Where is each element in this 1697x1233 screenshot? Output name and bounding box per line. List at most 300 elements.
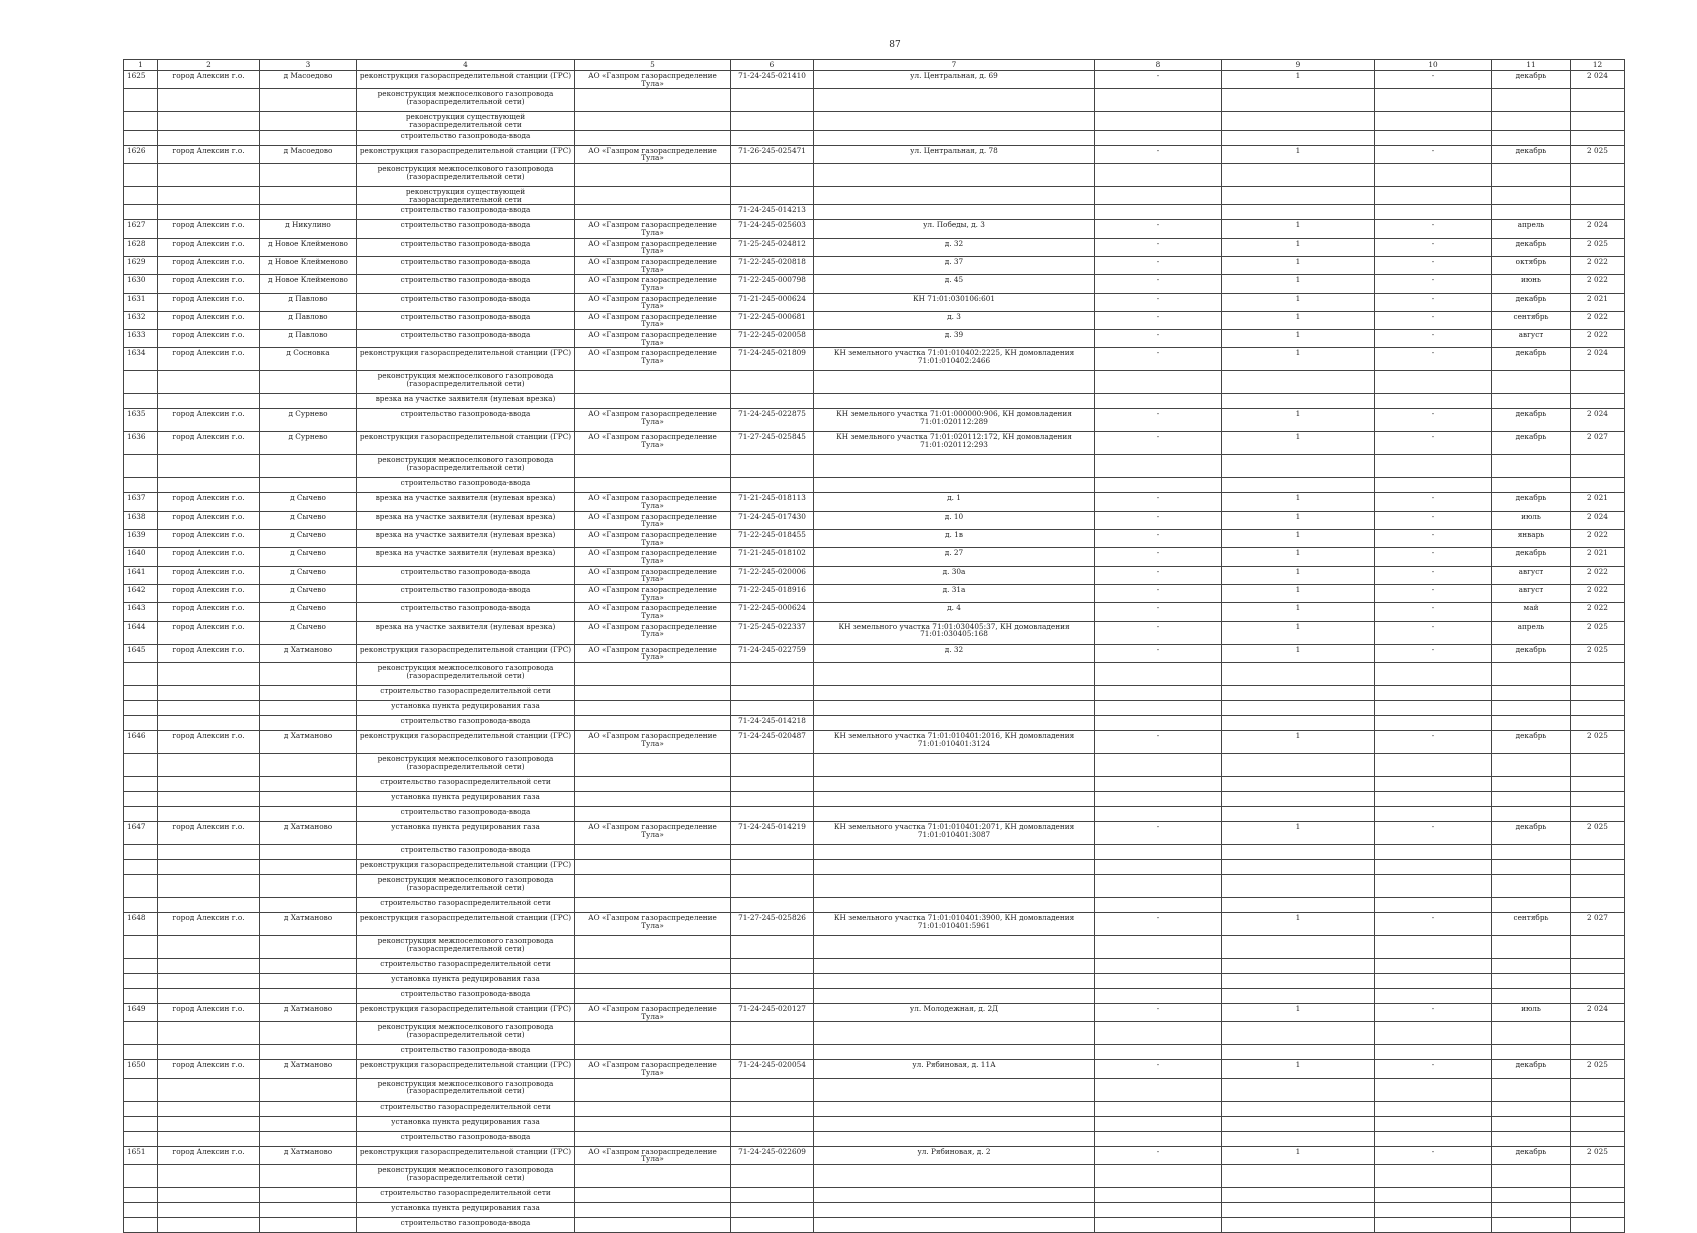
table-cell bbox=[124, 897, 158, 912]
table-cell bbox=[1222, 897, 1375, 912]
table-cell: реконструкция газораспределительной станции (ГРС) bbox=[357, 145, 575, 163]
table-cell bbox=[1222, 776, 1375, 791]
table-row bbox=[124, 371, 1625, 394]
table-cell bbox=[158, 1217, 260, 1232]
table-cell bbox=[260, 715, 357, 730]
table-row bbox=[124, 700, 1625, 715]
table-cell bbox=[575, 1022, 731, 1045]
table-cell bbox=[1492, 1022, 1571, 1045]
table-row bbox=[124, 753, 1625, 776]
table-cell: ул. Молодежная, д. 2Д bbox=[814, 1003, 1095, 1021]
table-cell bbox=[1492, 1045, 1571, 1060]
table-cell bbox=[1571, 1164, 1625, 1187]
table-cell bbox=[1375, 1164, 1492, 1187]
table-cell: реконструкция межпоселкового газопровода (газораспределительной сети) bbox=[357, 163, 575, 186]
table-cell bbox=[814, 1202, 1095, 1217]
table-cell bbox=[1222, 753, 1375, 776]
table-cell: 1 bbox=[1222, 275, 1375, 293]
table-cell bbox=[731, 455, 814, 478]
table-cell: декабрь bbox=[1492, 644, 1571, 662]
table-cell: 1 bbox=[1222, 912, 1375, 935]
table-row bbox=[124, 662, 1625, 685]
table-cell bbox=[731, 89, 814, 112]
table-cell bbox=[1492, 1202, 1571, 1217]
table-cell: КН земельного участка 71:01:010402:2225, КН домовладения 71:01:010402:2466 bbox=[814, 348, 1095, 371]
table-cell: 71-24-245-025603 bbox=[731, 220, 814, 238]
table-cell bbox=[1095, 205, 1222, 220]
table-cell: - bbox=[1095, 821, 1222, 844]
table-cell bbox=[1571, 371, 1625, 394]
table-cell bbox=[158, 935, 260, 958]
table-cell: врезка на участке заявителя (нулевая врезка) bbox=[357, 621, 575, 644]
table-cell bbox=[124, 715, 158, 730]
table-cell: 2 025 bbox=[1571, 621, 1625, 644]
table-cell: 2 021 bbox=[1571, 548, 1625, 566]
table-cell bbox=[124, 112, 158, 130]
table-cell: - bbox=[1375, 1146, 1492, 1164]
table-cell: 2 027 bbox=[1571, 912, 1625, 935]
table-cell: 1 bbox=[1222, 1003, 1375, 1021]
table-cell: - bbox=[1375, 821, 1492, 844]
table-cell: 1 bbox=[1222, 1146, 1375, 1164]
table-row bbox=[124, 821, 1625, 844]
table-cell: - bbox=[1095, 238, 1222, 256]
table-cell: город Алексин г.о. bbox=[158, 238, 260, 256]
table-cell bbox=[1222, 1045, 1375, 1060]
table-cell bbox=[575, 1202, 731, 1217]
table-cell: - bbox=[1375, 511, 1492, 529]
table-cell: АО «Газпром газораспределение Тула» bbox=[575, 238, 731, 256]
table-cell: АО «Газпром газораспределение Тула» bbox=[575, 821, 731, 844]
table-cell: 1 bbox=[1222, 530, 1375, 548]
table-cell bbox=[260, 1202, 357, 1217]
table-cell: - bbox=[1375, 409, 1492, 432]
table-row bbox=[124, 89, 1625, 112]
table-cell bbox=[1222, 1116, 1375, 1131]
table-cell bbox=[731, 478, 814, 493]
table-cell bbox=[1492, 958, 1571, 973]
table-cell bbox=[1492, 844, 1571, 859]
table-cell bbox=[1222, 89, 1375, 112]
table-cell: 1650 bbox=[124, 1060, 158, 1078]
table-cell: 2 022 bbox=[1571, 311, 1625, 329]
table-cell bbox=[124, 1131, 158, 1146]
table-cell bbox=[1095, 1078, 1222, 1101]
table-cell bbox=[814, 1116, 1095, 1131]
table-cell bbox=[124, 478, 158, 493]
table-cell bbox=[1222, 859, 1375, 874]
table-cell: реконструкция газораспределительной станции (ГРС) bbox=[357, 71, 575, 89]
table-cell: 1644 bbox=[124, 621, 158, 644]
table-cell bbox=[1492, 186, 1571, 204]
table-cell bbox=[731, 806, 814, 821]
table-cell bbox=[1375, 700, 1492, 715]
table-row bbox=[124, 1164, 1625, 1187]
table-row bbox=[124, 1022, 1625, 1045]
table-cell bbox=[731, 753, 814, 776]
table-cell bbox=[1375, 897, 1492, 912]
table-cell bbox=[124, 371, 158, 394]
table-cell: строительство газопровода-ввода bbox=[357, 1217, 575, 1232]
table-cell bbox=[1492, 715, 1571, 730]
table-cell: 2 022 bbox=[1571, 330, 1625, 348]
table-cell: 1639 bbox=[124, 530, 158, 548]
table-cell bbox=[814, 89, 1095, 112]
table-cell bbox=[1375, 859, 1492, 874]
table-cell: д Новое Клейменово bbox=[260, 256, 357, 274]
table-cell: 71-24-245-014218 bbox=[731, 715, 814, 730]
table-cell bbox=[731, 112, 814, 130]
table-cell bbox=[1492, 791, 1571, 806]
table-cell bbox=[1222, 662, 1375, 685]
table-cell bbox=[1375, 806, 1492, 821]
table-cell: 2 024 bbox=[1571, 71, 1625, 89]
table-cell bbox=[1375, 186, 1492, 204]
table-cell: - bbox=[1095, 603, 1222, 621]
table-cell bbox=[124, 89, 158, 112]
table-cell bbox=[575, 1101, 731, 1116]
table-cell bbox=[1492, 394, 1571, 409]
table-cell bbox=[158, 1131, 260, 1146]
table-cell bbox=[260, 394, 357, 409]
table-cell: 71-24-245-014213 bbox=[731, 205, 814, 220]
table-cell bbox=[1571, 973, 1625, 988]
table-cell: д. 45 bbox=[814, 275, 1095, 293]
table-cell: врезка на участке заявителя (нулевая врезка) bbox=[357, 548, 575, 566]
table-cell bbox=[124, 859, 158, 874]
table-row bbox=[124, 256, 1625, 274]
table-cell bbox=[1492, 1078, 1571, 1101]
table-cell: город Алексин г.о. bbox=[158, 821, 260, 844]
table-cell bbox=[1492, 1101, 1571, 1116]
table-cell bbox=[1222, 478, 1375, 493]
table-cell bbox=[1095, 1202, 1222, 1217]
table-cell bbox=[1375, 455, 1492, 478]
table-cell bbox=[575, 1187, 731, 1202]
table-cell: 2 024 bbox=[1571, 511, 1625, 529]
table-cell bbox=[575, 988, 731, 1003]
table-row bbox=[124, 1217, 1625, 1232]
table-cell bbox=[575, 897, 731, 912]
table-cell: - bbox=[1375, 585, 1492, 603]
table-cell: реконструкция газораспределительной станции (ГРС) bbox=[357, 912, 575, 935]
table-cell: город Алексин г.о. bbox=[158, 1003, 260, 1021]
table-cell bbox=[260, 371, 357, 394]
table-cell bbox=[1492, 806, 1571, 821]
table-cell: - bbox=[1095, 409, 1222, 432]
table-cell bbox=[1375, 112, 1492, 130]
table-cell: д Сурнево bbox=[260, 409, 357, 432]
table-cell: строительство газопровода-ввода bbox=[357, 1045, 575, 1060]
table-cell: июль bbox=[1492, 1003, 1571, 1021]
table-cell: строительство газопровода-ввода bbox=[357, 311, 575, 329]
table-cell bbox=[1492, 130, 1571, 145]
table-cell bbox=[575, 1131, 731, 1146]
table-cell bbox=[158, 205, 260, 220]
table-cell bbox=[1492, 935, 1571, 958]
table-cell: 1 bbox=[1222, 220, 1375, 238]
table-row bbox=[124, 1116, 1625, 1131]
table-cell bbox=[260, 1217, 357, 1232]
table-row bbox=[124, 874, 1625, 897]
table-cell bbox=[1571, 776, 1625, 791]
table-cell bbox=[1095, 988, 1222, 1003]
table-cell: АО «Газпром газораспределение Тула» bbox=[575, 493, 731, 511]
table-cell: АО «Газпром газораспределение Тула» bbox=[575, 566, 731, 584]
table-cell bbox=[1095, 662, 1222, 685]
table-cell bbox=[1095, 1045, 1222, 1060]
table-row bbox=[124, 478, 1625, 493]
table-cell bbox=[124, 935, 158, 958]
table-cell bbox=[158, 163, 260, 186]
table-cell: строительство газораспределительной сети bbox=[357, 1101, 575, 1116]
table-cell bbox=[124, 662, 158, 685]
table-cell: строительство газопровода-ввода bbox=[357, 585, 575, 603]
table-row bbox=[124, 585, 1625, 603]
table-cell bbox=[1492, 874, 1571, 897]
table-cell: д. 39 bbox=[814, 330, 1095, 348]
table-cell bbox=[1222, 1131, 1375, 1146]
table-cell bbox=[1222, 1022, 1375, 1045]
table-cell bbox=[260, 685, 357, 700]
table-cell: строительство газопровода-ввода bbox=[357, 806, 575, 821]
table-cell bbox=[1222, 685, 1375, 700]
header-cell: 4 bbox=[357, 60, 575, 71]
table-cell bbox=[814, 844, 1095, 859]
table-cell: - bbox=[1375, 275, 1492, 293]
table-cell: АО «Газпром газораспределение Тула» bbox=[575, 912, 731, 935]
table-cell bbox=[1492, 1116, 1571, 1131]
table-cell: - bbox=[1095, 621, 1222, 644]
table-cell: город Алексин г.о. bbox=[158, 585, 260, 603]
table-cell bbox=[575, 478, 731, 493]
table-cell: 2 025 bbox=[1571, 145, 1625, 163]
table-cell bbox=[1492, 859, 1571, 874]
table-cell bbox=[124, 394, 158, 409]
table-cell bbox=[1095, 791, 1222, 806]
table-cell bbox=[814, 455, 1095, 478]
table-cell: город Алексин г.о. bbox=[158, 220, 260, 238]
table-cell bbox=[1492, 1187, 1571, 1202]
header-cell: 6 bbox=[731, 60, 814, 71]
table-cell bbox=[575, 1116, 731, 1131]
table-cell bbox=[1375, 776, 1492, 791]
table-cell bbox=[731, 700, 814, 715]
table-row bbox=[124, 859, 1625, 874]
table-cell: - bbox=[1095, 912, 1222, 935]
table-cell bbox=[1492, 163, 1571, 186]
table-cell bbox=[575, 371, 731, 394]
table-cell: 71-22-245-000798 bbox=[731, 275, 814, 293]
table-cell bbox=[814, 371, 1095, 394]
table-cell: строительство газопровода-ввода bbox=[357, 715, 575, 730]
table-cell bbox=[1571, 1202, 1625, 1217]
table-cell: реконструкция межпоселкового газопровода (газораспределительной сети) bbox=[357, 455, 575, 478]
table-cell bbox=[158, 1045, 260, 1060]
table-cell: строительство газопровода-ввода bbox=[357, 256, 575, 274]
table-row bbox=[124, 1202, 1625, 1217]
table-cell: 71-24-245-021410 bbox=[731, 71, 814, 89]
table-cell bbox=[1492, 753, 1571, 776]
table-cell bbox=[158, 715, 260, 730]
table-cell bbox=[1571, 1045, 1625, 1060]
table-cell bbox=[260, 1164, 357, 1187]
table-row bbox=[124, 1060, 1625, 1078]
table-cell bbox=[1492, 776, 1571, 791]
table-cell bbox=[1095, 394, 1222, 409]
table-cell bbox=[1222, 1101, 1375, 1116]
table-cell bbox=[814, 685, 1095, 700]
table-cell: д. 30а bbox=[814, 566, 1095, 584]
table-cell: 71-22-245-020058 bbox=[731, 330, 814, 348]
table-cell: строительство газопровода-ввода bbox=[357, 130, 575, 145]
table-cell: установка пункта редуцирования газа bbox=[357, 821, 575, 844]
table-cell bbox=[124, 163, 158, 186]
table-cell bbox=[124, 776, 158, 791]
table-cell bbox=[1222, 186, 1375, 204]
table-cell bbox=[158, 1078, 260, 1101]
table-cell bbox=[1571, 844, 1625, 859]
table-cell: д. 1 bbox=[814, 493, 1095, 511]
table-cell: 1632 bbox=[124, 311, 158, 329]
table-cell bbox=[158, 806, 260, 821]
table-cell: 1648 bbox=[124, 912, 158, 935]
table-cell: 71-24-245-020054 bbox=[731, 1060, 814, 1078]
table-cell bbox=[814, 859, 1095, 874]
table-cell: АО «Газпром газораспределение Тула» bbox=[575, 348, 731, 371]
table-cell bbox=[731, 1022, 814, 1045]
table-cell bbox=[1571, 186, 1625, 204]
table-cell bbox=[1492, 700, 1571, 715]
gas-infrastructure-table bbox=[123, 59, 1625, 1233]
table-cell: 1 bbox=[1222, 621, 1375, 644]
table-cell bbox=[1571, 1101, 1625, 1116]
table-cell bbox=[1571, 958, 1625, 973]
table-cell bbox=[124, 685, 158, 700]
table-cell: д Хатманово bbox=[260, 1003, 357, 1021]
table-cell bbox=[1095, 1022, 1222, 1045]
table-cell: 1631 bbox=[124, 293, 158, 311]
header-cell: 7 bbox=[814, 60, 1095, 71]
table-cell: 2 021 bbox=[1571, 293, 1625, 311]
table-cell bbox=[1492, 89, 1571, 112]
table-cell bbox=[814, 478, 1095, 493]
table-cell bbox=[260, 844, 357, 859]
table-cell bbox=[260, 753, 357, 776]
table-cell: - bbox=[1095, 220, 1222, 238]
table-cell bbox=[1095, 1164, 1222, 1187]
table-row bbox=[124, 511, 1625, 529]
table-cell bbox=[1571, 112, 1625, 130]
table-cell: реконструкция газораспределительной станции (ГРС) bbox=[357, 348, 575, 371]
table-cell bbox=[1571, 163, 1625, 186]
table-cell bbox=[158, 130, 260, 145]
table-cell: д Новое Клейменово bbox=[260, 238, 357, 256]
table-row bbox=[124, 730, 1625, 753]
table-cell: город Алексин г.о. bbox=[158, 145, 260, 163]
table-cell: установка пункта редуцирования газа bbox=[357, 791, 575, 806]
table-cell bbox=[260, 112, 357, 130]
table-cell bbox=[575, 186, 731, 204]
table-cell: д Хатманово bbox=[260, 821, 357, 844]
table-cell bbox=[1222, 1187, 1375, 1202]
table-cell bbox=[124, 130, 158, 145]
table-cell bbox=[1571, 988, 1625, 1003]
table-cell bbox=[124, 700, 158, 715]
table-cell bbox=[124, 753, 158, 776]
table-cell bbox=[575, 700, 731, 715]
table-cell: - bbox=[1095, 511, 1222, 529]
table-cell: реконструкция межпоселкового газопровода (газораспределительной сети) bbox=[357, 935, 575, 958]
table-row bbox=[124, 238, 1625, 256]
table-cell bbox=[1375, 1131, 1492, 1146]
table-cell bbox=[731, 973, 814, 988]
table-cell bbox=[158, 988, 260, 1003]
table-cell bbox=[158, 958, 260, 973]
table-row bbox=[124, 409, 1625, 432]
table-cell bbox=[731, 130, 814, 145]
table-cell bbox=[1375, 685, 1492, 700]
table-cell bbox=[1375, 1045, 1492, 1060]
table-cell bbox=[1095, 685, 1222, 700]
table-cell: 71-24-245-014219 bbox=[731, 821, 814, 844]
table-row bbox=[124, 205, 1625, 220]
table-row bbox=[124, 348, 1625, 371]
table-row bbox=[124, 973, 1625, 988]
table-cell bbox=[1095, 186, 1222, 204]
table-cell: 71-26-245-025471 bbox=[731, 145, 814, 163]
table-cell bbox=[814, 700, 1095, 715]
table-cell: реконструкция газораспределительной станции (ГРС) bbox=[357, 1146, 575, 1164]
table-cell bbox=[1571, 1022, 1625, 1045]
table-row bbox=[124, 145, 1625, 163]
table-cell: август bbox=[1492, 330, 1571, 348]
table-cell bbox=[575, 973, 731, 988]
table-cell bbox=[1095, 1101, 1222, 1116]
table-cell bbox=[731, 394, 814, 409]
table-cell: - bbox=[1375, 621, 1492, 644]
table-cell bbox=[1222, 715, 1375, 730]
table-cell: АО «Газпром газораспределение Тула» bbox=[575, 311, 731, 329]
table-cell bbox=[1095, 806, 1222, 821]
table-cell bbox=[731, 1164, 814, 1187]
table-cell bbox=[1492, 371, 1571, 394]
table-cell: город Алексин г.о. bbox=[158, 409, 260, 432]
table-cell: город Алексин г.о. bbox=[158, 530, 260, 548]
table-cell: АО «Газпром газораспределение Тула» bbox=[575, 1003, 731, 1021]
table-cell: - bbox=[1375, 432, 1492, 455]
table-cell bbox=[575, 958, 731, 973]
table-row bbox=[124, 432, 1625, 455]
table-row bbox=[124, 1045, 1625, 1060]
table-cell: КН земельного участка 71:01:010401:2016, КН домовладения 71:01:010401:3124 bbox=[814, 730, 1095, 753]
table-cell bbox=[124, 791, 158, 806]
table-cell: врезка на участке заявителя (нулевая врезка) bbox=[357, 530, 575, 548]
header-cell: 11 bbox=[1492, 60, 1571, 71]
table-cell bbox=[124, 973, 158, 988]
table-cell: строительство газопровода-ввода bbox=[357, 478, 575, 493]
table-cell: 71-22-245-018916 bbox=[731, 585, 814, 603]
table-cell bbox=[1492, 897, 1571, 912]
table-cell: 71-22-245-020818 bbox=[731, 256, 814, 274]
table-cell: АО «Газпром газораспределение Тула» bbox=[575, 730, 731, 753]
table-cell bbox=[124, 958, 158, 973]
table-cell: АО «Газпром газораспределение Тула» bbox=[575, 585, 731, 603]
table-cell: врезка на участке заявителя (нулевая врезка) bbox=[357, 394, 575, 409]
table-cell: - bbox=[1375, 145, 1492, 163]
table-cell bbox=[731, 1202, 814, 1217]
table-cell: КН 71:01:030106:601 bbox=[814, 293, 1095, 311]
